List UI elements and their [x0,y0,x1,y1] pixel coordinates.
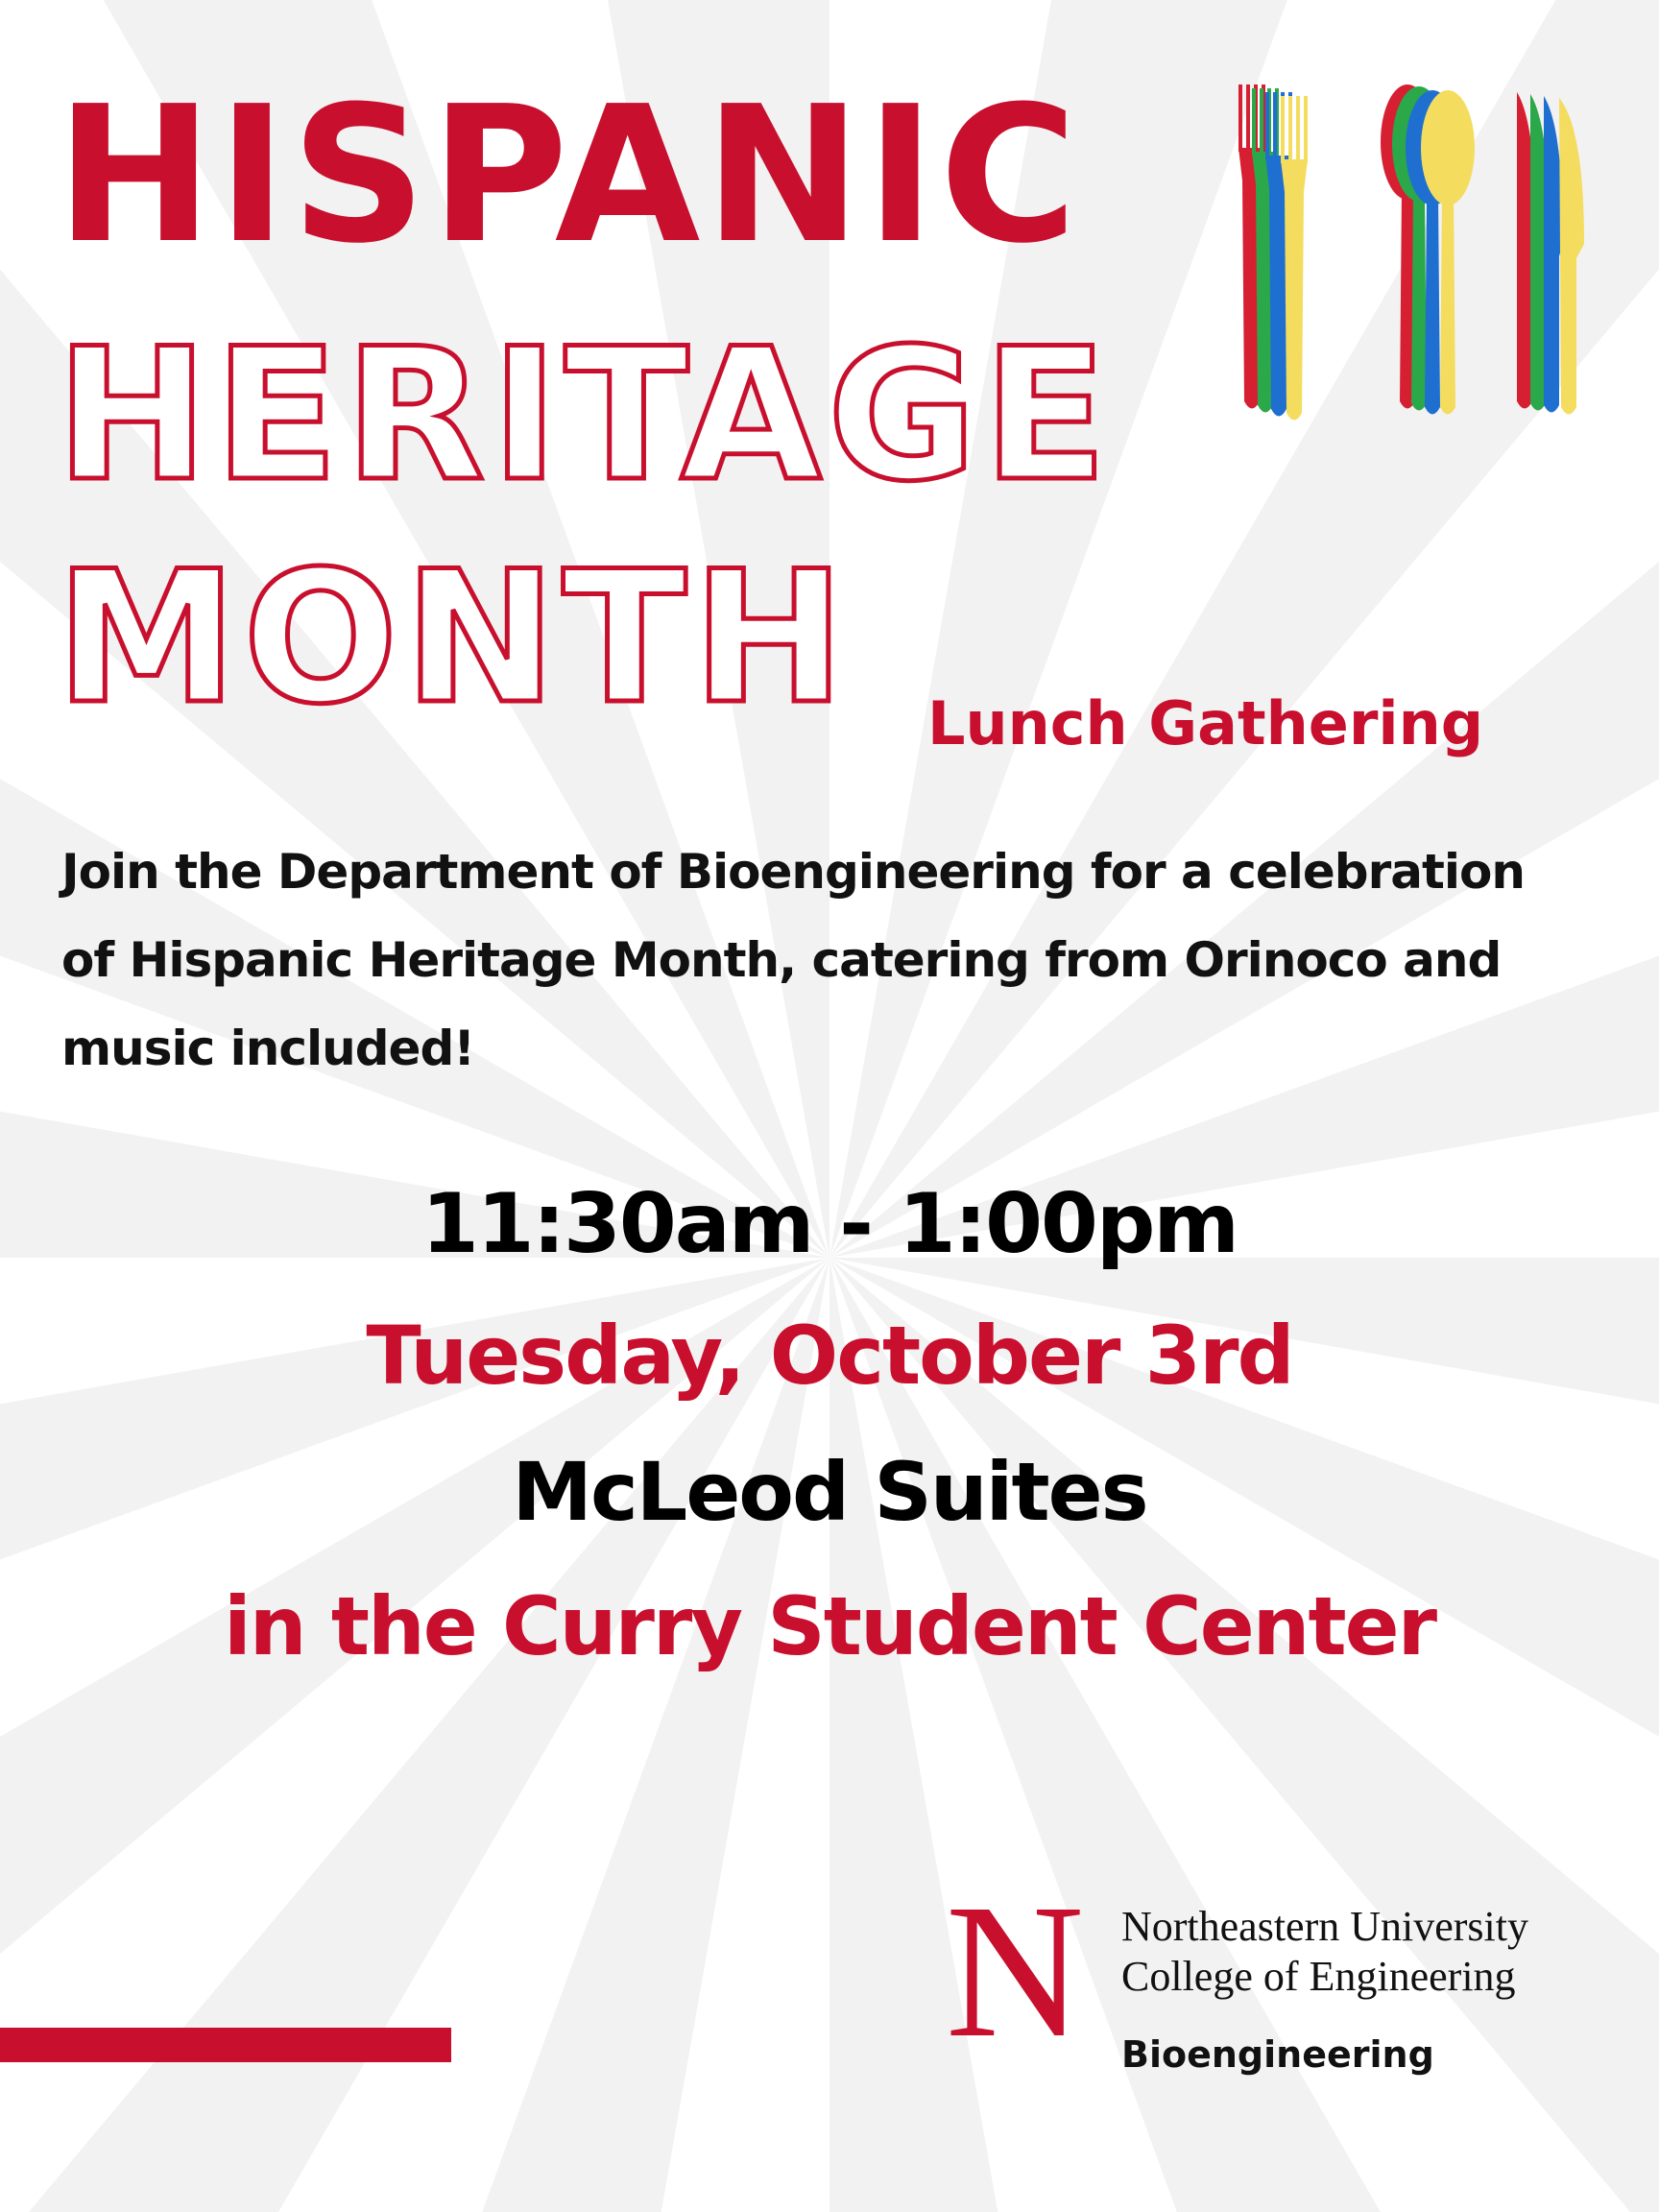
title-heritage: HERITAGE [56,309,1114,521]
knives-icon [1517,92,1584,415]
subtitle-lunch-gathering: Lunch Gathering [927,688,1484,758]
title-hispanic: HISPANIC [56,66,1082,285]
event-building: in the Curry Student Center [223,1579,1436,1673]
cutlery-illustration [1238,84,1603,430]
spoons-icon [1381,84,1475,415]
northeastern-n-logo [943,1884,1087,2055]
forks-icon [1238,84,1308,421]
logo-university-name: Northeastern University [1121,1903,1528,1950]
event-time: 11:30am - 1:00pm [421,1176,1238,1272]
event-description: Join the Department of Bioengineering for a celebration of Hispanic Heritage Month, catering from Orinoco and music included! [61,844,1525,1076]
title-month: MONTH [56,532,852,744]
logo-college-name: College of Engineering [1121,1953,1516,2000]
svg-text:N: N [945,1884,1085,2055]
event-venue: McLeod Suites [512,1445,1147,1539]
logo-department-name: Bioengineering [1121,2033,1434,2076]
northeastern-logo [943,1884,1634,2104]
accent-bar [0,2028,451,2062]
event-date: Tuesday, October 3rd [366,1309,1293,1403]
